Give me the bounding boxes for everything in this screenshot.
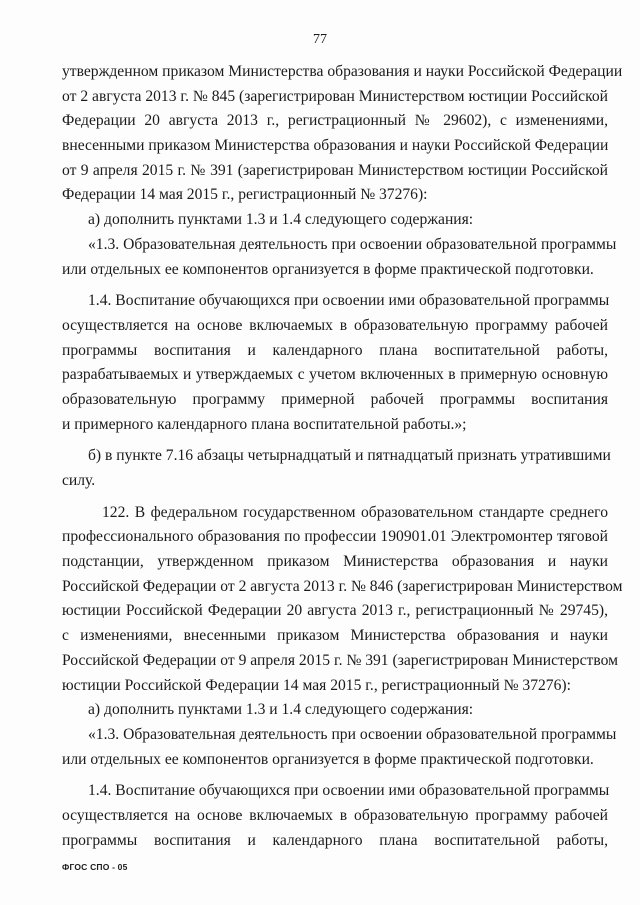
text-line: или отдельных ее компонентов организуется в форме практической подготовки. [62, 260, 594, 278]
text-line: от 9 апреля 2015 г. № 391 (зарегистрирован Министерством юстиции Российской [62, 161, 608, 179]
text-line: Российской Федерации от 2 августа 2013 г. № 846 (зарегистрирован Министерством [62, 577, 623, 595]
text-line: Российской Федерации от 9 апреля 2015 г. № 391 (зарегистрирован Министерством [62, 651, 618, 669]
text-line: б) в пункте 7.16 абзацы четырнадцатый и пятнадцатый признать утратившими [88, 447, 611, 465]
text-line: юстиции Российской Федерации 20 августа 2013 г., регистрационный № 29745), [62, 602, 608, 620]
page-number: 77 [313, 32, 327, 47]
text-line: утвержденном приказом Министерства образования и науки Российской Федерации [62, 63, 623, 80]
text-line: внесенными приказом Министерства образования и науки Российской Федерации [62, 137, 609, 155]
text-line: программы воспитания и календарного плана воспитательной работы, [62, 831, 608, 849]
text-line: подстанции, утвержденном приказом Министерства образования и науки [62, 553, 608, 571]
paragraph-gap [62, 772, 608, 779]
text-line: программы воспитания и календарного плана воспитательной работы, [62, 341, 608, 359]
text-line: профессионального образования по профессии 190901.01 Электромонтер тяговой [62, 528, 608, 546]
text-line: 122. В федеральном государственном образовательном стандарте среднего [102, 503, 608, 521]
text-line: Федерации 20 августа 2013 г., регистрационный № 29602), с изменениями, [62, 112, 608, 130]
text-line: осуществляется на основе включаемых в образовательную программу рабочей [62, 316, 608, 334]
paragraph-gap [62, 282, 608, 289]
document-body [62, 60, 623, 853]
footer-label: ФГОС СПО - 05 [62, 862, 128, 872]
text-line: 1.4. Воспитание обучающихся при освоении ими образовательной программы [88, 782, 610, 800]
text-line: а) дополнить пунктами 1.3 и 1.4 следующего содержания: [88, 701, 474, 719]
text-line: а) дополнить пунктами 1.3 и 1.4 следующего содержания: [88, 211, 474, 229]
paragraph-gap [62, 437, 608, 444]
text-line: и примерного календарного плана воспитательной работы.»; [62, 415, 467, 433]
text-line: юстиции Российской Федерации 14 мая 2015 г., регистрационный № 37276): [62, 676, 571, 694]
text-line: образовательную программу примерной рабочей программы воспитания [62, 390, 608, 408]
text-line: «1.3. Образовательная деятельность при освоении образовательной программы [88, 725, 617, 743]
text-line: «1.3. Образовательная деятельность при освоении образовательной программы [88, 235, 617, 253]
text-line: Федерации 14 мая 2015 г., регистрационный № 37276): [62, 186, 428, 204]
text-line: или отдельных ее компонентов организуется в форме практической подготовки. [62, 750, 594, 768]
text-line: от 2 августа 2013 г. № 845 (зарегистрирован Министерством юстиции Российской [62, 87, 608, 105]
text-line: силу. [62, 472, 96, 489]
text-line: разрабатываемых и утверждаемых с учетом включенных в примерную основную [62, 366, 608, 384]
text-line: осуществляется на основе включаемых в образовательную программу рабочей [62, 806, 608, 824]
paragraph-gap [62, 494, 608, 501]
text-line: с изменениями, внесенными приказом Министерства образования и науки [62, 627, 608, 645]
text-line: 1.4. Воспитание обучающихся при освоении ими образовательной программы [88, 292, 610, 310]
